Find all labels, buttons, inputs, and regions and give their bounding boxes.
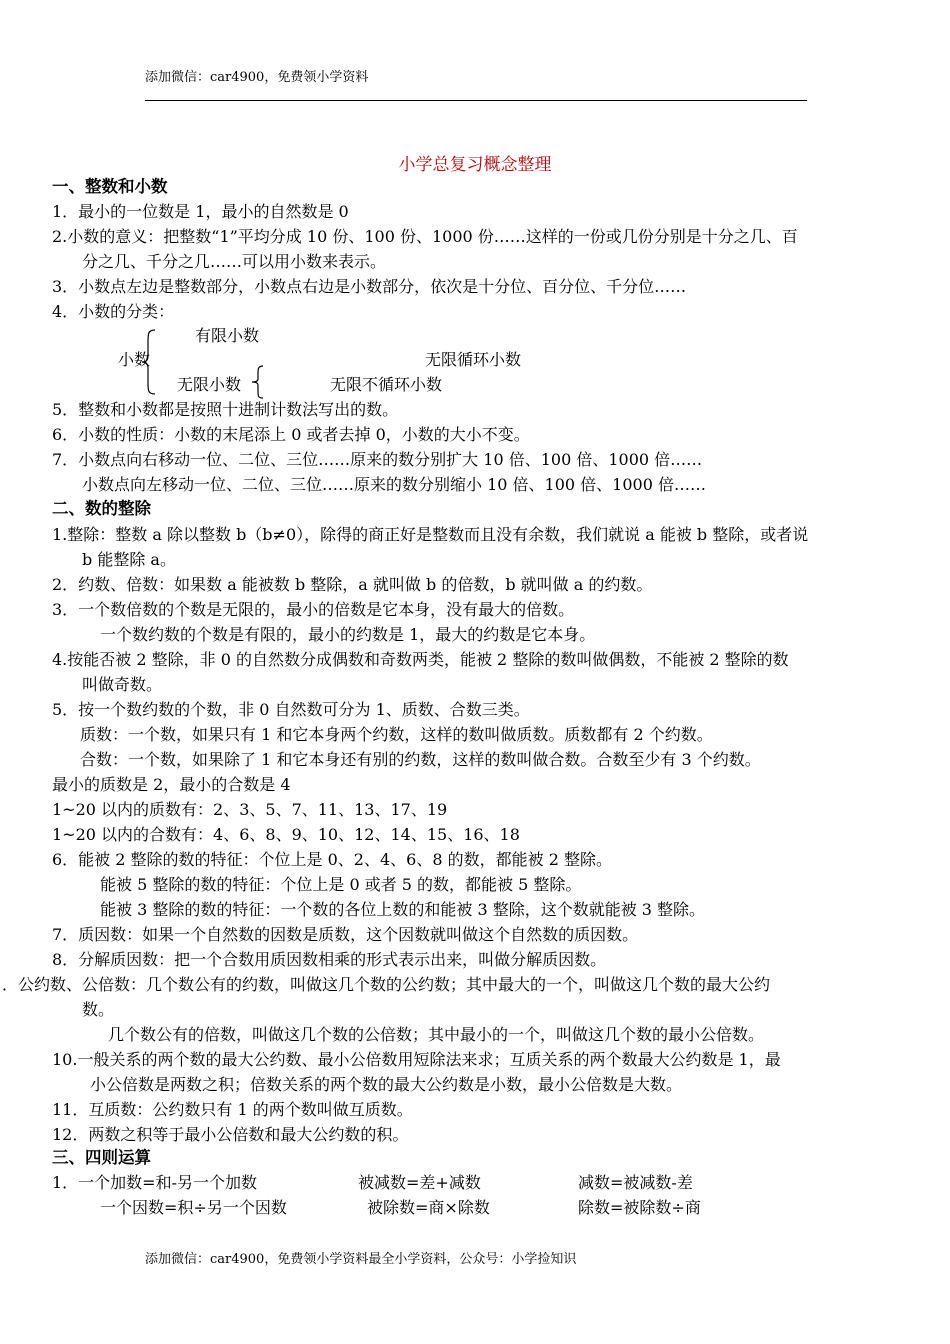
s2-line-1a: 1.整除：整数 a 除以整数 b（b≠0），除得的商正好是整数而且没有余数，我们就说 a 能被 b 整除，或者说 xyxy=(52,525,809,544)
class-finite: 有限小数 xyxy=(195,326,260,345)
s2-line-1b: b 能整除 a。 xyxy=(82,550,176,569)
s2-line-6a: 6．能被 2 整除的数的特征：个位上是 0、2、4、6、8 的数，都能被 2 整除。 xyxy=(52,850,612,869)
header-rule xyxy=(145,100,807,101)
s2-line-5a: 5．按一个数约数的个数，非 0 自然数可分为 1、质数、合数三类。 xyxy=(52,700,530,719)
s1-line-2a: 2.小数的意义：把整数“1”平均分成 10 份、100 份、1000 份……这样的一份或几份分别是十分之几、百 xyxy=(52,227,798,246)
s2-line-9b: 数。 xyxy=(82,1000,115,1019)
s1-line-3: 3．小数点左边是整数部分，小数点右边是小数部分，依次是十分位、百分位、千分位…… xyxy=(52,277,687,296)
s2-line-5b: 质数：一个数，如果只有 1 和它本身两个约数，这样的数叫做质数。质数都有 2 个约数。 xyxy=(80,725,713,744)
formula-r1c2: 被减数=差+减数 xyxy=(358,1173,481,1192)
s2-line-4a: 4.按能否被 2 整除，非 0 的自然数分成偶数和奇数两类，能被 2 整除的数叫做偶数，不能被 2 整除的数 xyxy=(52,650,789,669)
brace-main xyxy=(140,328,160,396)
s2-line-8: 8．分解质因数：把一个合数用质因数相乘的形式表示出来，叫做分解质因数。 xyxy=(52,950,607,969)
s1-line-5: 5．整数和小数都是按照十进制计数法写出的数。 xyxy=(52,400,399,419)
s1-line-2b: 分之几、千分之几……可以用小数来表示。 xyxy=(82,252,387,271)
formula-r1c3: 减数=被减数-差 xyxy=(578,1173,693,1192)
class-nonrepeating: 无限不循环小数 xyxy=(330,375,443,394)
section-heading-2: 二、数的整除 xyxy=(52,499,151,518)
document-title: 小学总复习概念整理 xyxy=(398,155,552,175)
class-root: 小数 xyxy=(118,350,151,369)
s2-line-10a: 10.一般关系的两个数的最大公约数、最小公倍数用短除法来求；互质关系的两个数最大公约数是 1，最 xyxy=(52,1050,781,1069)
brace-infinite xyxy=(250,364,266,400)
s2-line-7: 7．质因数：如果一个自然数的因数是质数，这个因数就叫做这个自然数的质因数。 xyxy=(52,925,639,944)
s1-line-1: 1．最小的一位数是 1，最小的自然数是 0 xyxy=(52,202,349,221)
s2-line-4b: 叫做奇数。 xyxy=(82,675,163,694)
s2-line-3a: 3．一个数倍数的个数是无限的，最小的倍数是它本身，没有最大的倍数。 xyxy=(52,600,575,619)
formula-r1c1: 1．一个加数=和-另一个加数 xyxy=(52,1173,257,1192)
formula-r2c3: 除数=被除数÷商 xyxy=(578,1198,701,1217)
s2-line-5c: 合数：一个数，如果除了 1 和它本身还有别的约数，这样的数叫做合数。合数至少有 3 个约数。 xyxy=(80,750,761,769)
s1-line-6: 6．小数的性质：小数的末尾添上 0 或者去掉 0，小数的大小不变。 xyxy=(52,425,530,444)
header-text: 添加微信：car4900，免费领小学资料 xyxy=(145,70,369,85)
s2-line-9a: ．公约数、公倍数：几个数公有的约数，叫做这几个数的公约数；其中最大的一个，叫做这几个数的最大公约 xyxy=(2,975,771,994)
section-heading-1: 一、整数和小数 xyxy=(52,177,168,196)
s1-line-7a: 7．小数点向右移动一位、二位、三位……原来的数分别扩大 10 倍、100 倍、1000 倍…… xyxy=(52,450,703,469)
section-heading-3: 三、四则运算 xyxy=(52,1148,151,1167)
s1-line-4: 4．小数的分类： xyxy=(52,302,175,321)
s2-line-5f: 1~20 以内的合数有：4、6、8、9、10、12、14、15、16、18 xyxy=(52,825,520,844)
footer-text: 添加微信：car4900，免费领小学资料最全小学资料，公众号：小学捡知识 xyxy=(145,1252,577,1267)
formula-r2c2: 被除数=商×除数 xyxy=(367,1198,490,1217)
s1-line-7b: 小数点向左移动一位、二位、三位……原来的数分别缩小 10 倍、100 倍、1000 倍…… xyxy=(82,475,706,494)
s2-line-6b: 能被 5 整除的数的特征：个位上是 0 或者 5 的数，都能被 5 整除。 xyxy=(100,875,582,894)
s2-line-6c: 能被 3 整除的数的特征：一个数的各位上数的和能被 3 整除，这个数就能被 3 整除。 xyxy=(100,900,706,919)
s2-line-3b: 一个数约数的个数是有限的，最小的约数是 1，最大的约数是它本身。 xyxy=(100,625,596,644)
s2-line-12: 12．两数之积等于最小公倍数和最大公约数的积。 xyxy=(52,1125,409,1144)
formula-r2c1: 一个因数=积÷另一个因数 xyxy=(100,1198,287,1217)
s2-line-10b: 小公倍数是两数之积；倍数关系的两个数的最大公约数是小数，最小公倍数是大数。 xyxy=(90,1075,683,1094)
s2-line-5e: 1~20 以内的质数有：2、3、5、7、11、13、17、19 xyxy=(52,800,448,819)
s2-line-9c: 几个数公有的倍数，叫做这几个数的公倍数；其中最小的一个，叫做这几个数的最小公倍数。 xyxy=(108,1025,765,1044)
s2-line-5d: 最小的质数是 2，最小的合数是 4 xyxy=(52,775,291,794)
s2-line-11: 11．互质数：公约数只有 1 的两个数叫做互质数。 xyxy=(52,1100,413,1119)
class-repeating: 无限循环小数 xyxy=(425,350,522,369)
s2-line-2: 2．约数、倍数：如果数 a 能被数 b 整除，a 就叫做 b 的倍数，b 就叫做 a 的约数。 xyxy=(52,575,653,594)
class-infinite: 无限小数 xyxy=(177,375,242,394)
